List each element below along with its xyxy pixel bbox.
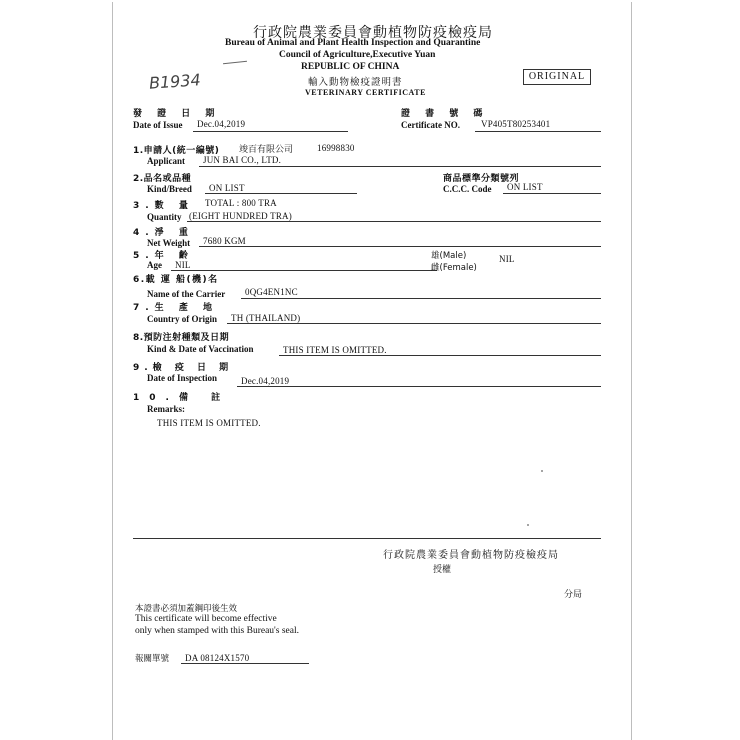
declaration-value: DA 08124X1570 [185,653,250,663]
issue-date-label-zh: 發 證 日 期 [133,109,221,119]
sex-value: NIL [499,254,515,264]
authorized-zh: 授權 [433,565,452,575]
origin-label-zh: 7.生 產 地 [133,303,218,313]
bureau-title-en: Bureau of Animal and Plant Health Inspection and Quarantine [225,38,481,48]
quantity-label-zh: 3.數 量 [133,201,194,211]
inspection-label-zh: 9.檢 疫 日 期 [133,363,234,373]
quantity-label: Quantity [147,212,182,222]
kind-label-zh: 2.品名或品種 [133,174,192,184]
branch-zh: 分局 [564,590,583,600]
age-label: Age [147,260,162,270]
weight-value: 7680 KGM [203,236,246,246]
certificate-page [112,2,632,740]
remarks-value: THIS ITEM IS OMITTED. [157,418,261,428]
cert-no-label-zh: 證 書 號 碼 [401,109,489,119]
applicant-label: Applicant [147,156,186,166]
origin-label: Country of Origin [147,314,218,324]
vaccination-label: Kind & Date of Vaccination [147,344,254,354]
female-label: 雌(Female) [431,263,477,273]
notice-en-line2: only when stamped with this Bureau's seal. [135,626,299,636]
age-value: NIL [175,260,191,270]
notice-en-line1: This certificate will become effective [135,614,277,624]
age-label-zh: 5.年 齡 [133,251,194,261]
issue-date-value: Dec.04,2019 [197,119,246,129]
handwritten-reference: B1934 [148,70,202,93]
vaccination-label-zh: 8.預防注射種類及日期 [133,333,230,343]
cert-title-zh: 輸入動物檢疫證明書 [308,77,403,88]
origin-value: TH (THAILAND) [231,313,301,323]
applicant-tax-id: 16998830 [317,143,355,153]
applicant-label-zh: 1.申請人(統一編號) [133,146,220,156]
council-title-en: Council of Agriculture,Executive Yuan [279,50,436,60]
inspection-label: Date of Inspection [147,373,217,383]
male-label: 雄(Male) [431,251,467,261]
authority-zh: 行政院農業委員會動植物防疫檢疫局 [383,550,559,561]
ccc-label: C.C.C. Code [443,184,492,194]
country-title: REPUBLIC OF CHINA [301,62,400,72]
carrier-value: 0QG4EN1NC [245,287,298,297]
cert-no-value: VP405T80253401 [481,119,551,129]
carrier-label-zh: 6.載 運 船(機)名 [133,275,219,285]
ccc-label-zh: 商品標準分類號列 [443,174,520,184]
bureau-title-zh: 行政院農業委員會動植物防疫檢疫局 [253,25,493,41]
remarks-label: Remarks: [147,404,185,414]
quantity-total: TOTAL : 800 TRA [205,198,277,208]
declaration-label: 報關單號 [135,654,170,664]
quantity-value: (EIGHT HUNDRED TRA) [189,211,292,221]
remarks-label-zh: 10.備 註 [133,393,231,403]
kind-value: ON LIST [209,183,245,193]
weight-label-zh: 4.淨 重 [133,228,194,238]
cert-title-en: VETERINARY CERTIFICATE [305,88,426,97]
notice-zh: 本證書必須加蓋鋼印後生效 [135,604,238,614]
ccc-value: ON LIST [507,182,543,192]
kind-label: Kind/Breed [147,184,192,194]
carrier-label: Name of the Carrier [147,289,226,299]
original-stamp: ORIGINAL [523,69,591,85]
inspection-value: Dec.04,2019 [241,376,290,386]
issue-date-label: Date of Issue [133,120,183,130]
cert-no-label: Certificate NO. [401,120,460,130]
applicant-name-zh: 竣百有限公司 [239,145,294,155]
pen-mark [223,61,247,65]
weight-label: Net Weight [147,238,191,248]
vaccination-value: THIS ITEM IS OMITTED. [283,345,387,355]
applicant-value: JUN BAI CO., LTD. [203,155,282,165]
